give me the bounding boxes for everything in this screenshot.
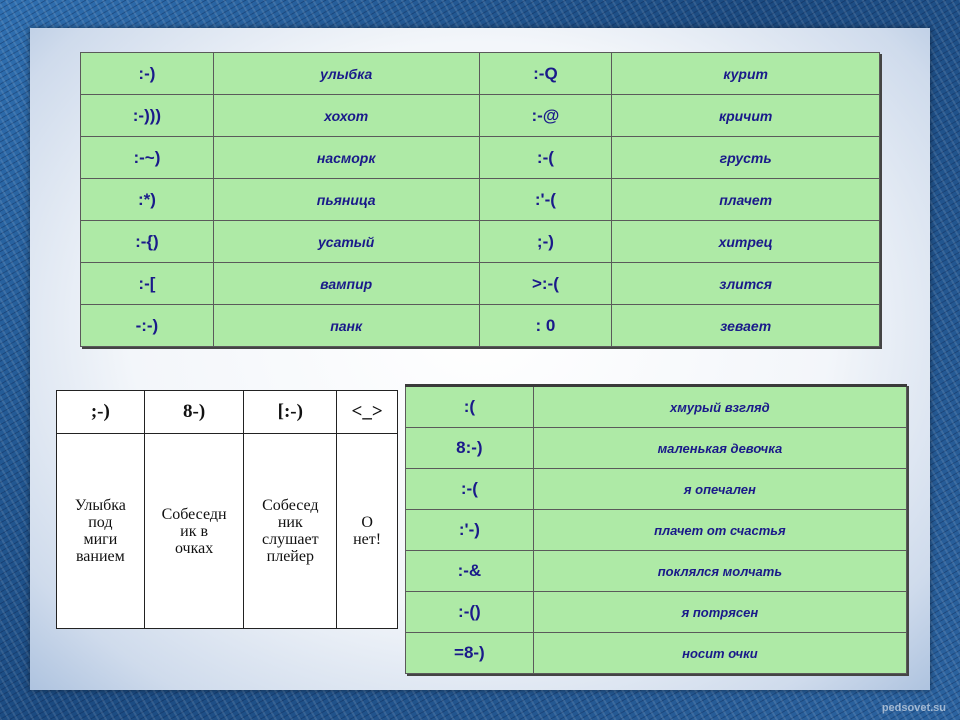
meaning-cell: злится bbox=[612, 263, 880, 305]
description-line: ик в bbox=[180, 522, 209, 540]
emoticon-cell: ;-) bbox=[479, 221, 612, 263]
emoticon-cell: >:-( bbox=[479, 263, 612, 305]
meaning-cell: я потрясен bbox=[533, 592, 906, 633]
table-header-row bbox=[57, 391, 398, 434]
table-row bbox=[406, 469, 907, 510]
emoticon-cell: -:-) bbox=[81, 305, 214, 347]
table-row bbox=[406, 428, 907, 469]
table-row bbox=[57, 434, 398, 629]
emoticon-table-right bbox=[405, 384, 907, 674]
header-cell: 8-) bbox=[144, 391, 244, 434]
meaning-cell: маленькая девочка bbox=[533, 428, 906, 469]
description-line: нет! bbox=[353, 531, 382, 548]
emoticon-cell: :-) bbox=[81, 53, 214, 95]
emoticon-cell: :*) bbox=[81, 179, 214, 221]
meaning-cell: вампир bbox=[213, 263, 479, 305]
description-cell bbox=[244, 434, 337, 629]
emoticon-table-left bbox=[56, 390, 398, 629]
meaning-cell: улыбка bbox=[213, 53, 479, 95]
description-line: плейер bbox=[266, 548, 314, 565]
emoticon-cell: :-[ bbox=[81, 263, 214, 305]
meaning-cell: плачет от счастья bbox=[533, 510, 906, 551]
meaning-cell: хмурый взгляд bbox=[533, 386, 906, 428]
table-row bbox=[406, 592, 907, 633]
emoticon-cell: :-{) bbox=[81, 221, 214, 263]
emoticon-cell: : 0 bbox=[479, 305, 612, 347]
header-cell: ;-) bbox=[57, 391, 145, 434]
meaning-cell: я опечален bbox=[533, 469, 906, 510]
description-line: ник bbox=[277, 514, 303, 531]
header-cell: <_> bbox=[337, 391, 398, 434]
table-row bbox=[81, 263, 880, 305]
description-line: О bbox=[361, 514, 373, 531]
table-row bbox=[406, 386, 907, 428]
table-row bbox=[406, 510, 907, 551]
emoticon-cell: :-@ bbox=[479, 95, 612, 137]
meaning-cell: поклялся молчать bbox=[533, 551, 906, 592]
meaning-cell: плачет bbox=[612, 179, 880, 221]
meaning-cell: насморк bbox=[213, 137, 479, 179]
meaning-cell: усатый bbox=[213, 221, 479, 263]
description-cell bbox=[144, 434, 244, 629]
description-cell bbox=[57, 434, 145, 629]
meaning-cell: носит очки bbox=[533, 633, 906, 674]
meaning-cell: хитрец bbox=[612, 221, 880, 263]
description-line: миги bbox=[83, 531, 118, 548]
meaning-cell: панк bbox=[213, 305, 479, 347]
emoticon-table-top bbox=[80, 52, 880, 347]
emoticon-cell: :( bbox=[406, 386, 534, 428]
emoticon-cell: :-( bbox=[479, 137, 612, 179]
table-row bbox=[81, 53, 880, 95]
description-line: Улыбка bbox=[74, 497, 126, 514]
table-row bbox=[406, 633, 907, 674]
emoticon-cell: =8-) bbox=[406, 633, 534, 674]
emoticon-cell: :-& bbox=[406, 551, 534, 592]
description-cell bbox=[337, 434, 398, 629]
emoticon-cell: :-() bbox=[406, 592, 534, 633]
table-row bbox=[81, 221, 880, 263]
emoticon-cell: :'-( bbox=[479, 179, 612, 221]
emoticon-cell: :-Q bbox=[479, 53, 612, 95]
emoticon-cell: :-))) bbox=[81, 95, 214, 137]
description-line: слушает bbox=[262, 531, 319, 548]
table-row bbox=[406, 551, 907, 592]
table-row bbox=[81, 95, 880, 137]
meaning-cell: грусть bbox=[612, 137, 880, 179]
emoticon-cell: :-( bbox=[406, 469, 534, 510]
meaning-cell: курит bbox=[612, 53, 880, 95]
meaning-cell: пьяница bbox=[213, 179, 479, 221]
emoticon-cell: :'-) bbox=[406, 510, 534, 551]
header-cell: [:-) bbox=[244, 391, 337, 434]
emoticon-cell: :-~) bbox=[81, 137, 214, 179]
meaning-cell: зевает bbox=[612, 305, 880, 347]
table-row bbox=[81, 179, 880, 221]
description-line: Собеседн bbox=[161, 505, 227, 523]
table-row bbox=[81, 137, 880, 179]
description-line: очках bbox=[174, 539, 214, 557]
description-line: Собесед bbox=[262, 497, 319, 514]
table-row bbox=[81, 305, 880, 347]
meaning-cell: хохот bbox=[213, 95, 479, 137]
meaning-cell: кричит bbox=[612, 95, 880, 137]
emoticon-cell: 8:-) bbox=[406, 428, 534, 469]
description-line: под bbox=[88, 514, 113, 531]
watermark: pedsovet.su bbox=[881, 702, 946, 714]
description-line: ванием bbox=[75, 548, 125, 565]
